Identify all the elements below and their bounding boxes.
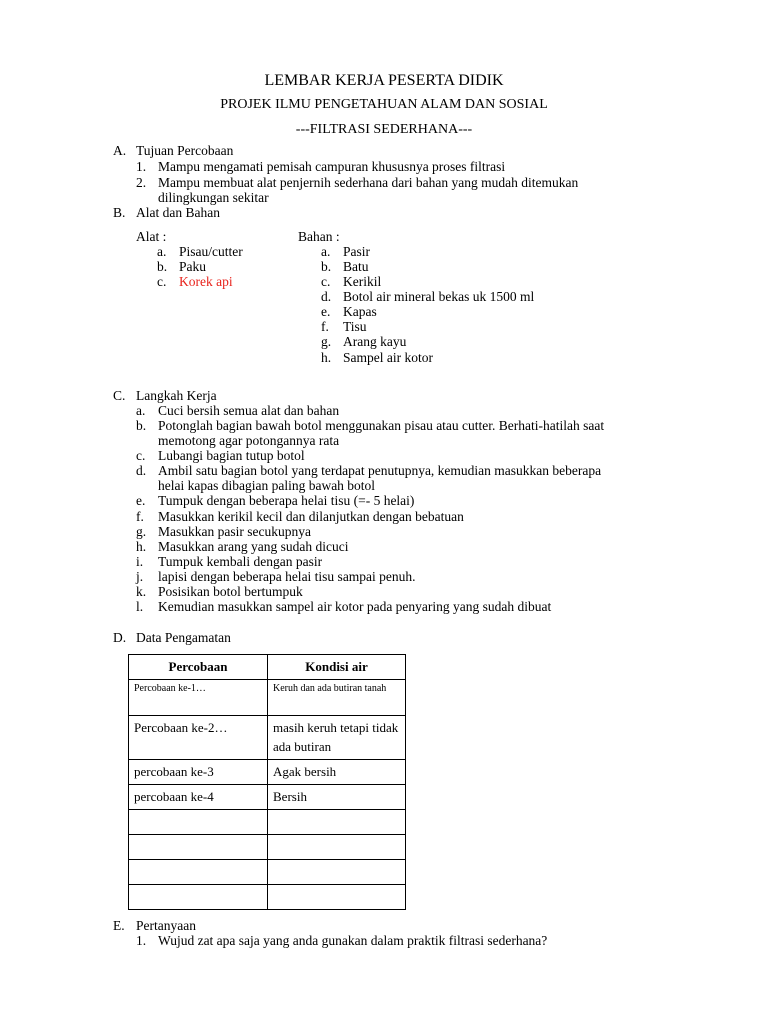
list-item-continuation: dilingkungan sekitar xyxy=(158,190,269,205)
table-cell xyxy=(268,885,406,910)
list-item: h. Masukkan arang yang sudah dicuci xyxy=(136,539,349,554)
list-item-continuation: helai kapas dibagian paling bawah botol xyxy=(158,478,376,493)
list-item-continuation: memotong agar potongannya rata xyxy=(158,433,340,448)
table-row xyxy=(129,810,406,835)
table-cell: Keruh dan ada butiran tanah xyxy=(268,680,406,716)
table-cell: Agak bersih xyxy=(268,760,406,785)
list-item: b. Paku xyxy=(157,259,206,274)
table-cell xyxy=(129,885,268,910)
list-item: j. lapisi dengan beberapa helai tisu sampai penuh. xyxy=(136,569,416,584)
table-cell: Percobaan ke-1… xyxy=(129,680,268,716)
table-header-row xyxy=(129,655,406,680)
list-item: 2. Mampu membuat alat penjernih sederhana dari bahan yang mudah ditemukan xyxy=(136,175,579,190)
list-item: a. Pisau/cutter xyxy=(157,244,243,259)
document-title: LEMBAR KERJA PESERTA DIDIK xyxy=(264,72,504,89)
table-row xyxy=(129,885,406,910)
list-item: f. Masukkan kerikil kecil dan dilanjutkan dengan bebatuan xyxy=(136,509,464,524)
table-cell xyxy=(268,860,406,885)
observation-table xyxy=(128,654,406,910)
table-cell: Bersih xyxy=(268,785,406,810)
list-item: b. Batu xyxy=(321,259,369,274)
column-header: Percobaan xyxy=(129,655,268,680)
list-item: e. Tumpuk dengan beberapa helai tisu (=- 5 helai) xyxy=(136,493,415,508)
table-row xyxy=(129,760,406,785)
list-item: a. Cuci bersih semua alat dan bahan xyxy=(136,403,340,418)
table-cell xyxy=(129,810,268,835)
section-a-heading: A. Tujuan Percobaan xyxy=(113,143,234,158)
table-cell: masih keruh tetapi tidak ada butiran xyxy=(268,716,406,760)
alat-label: Alat : xyxy=(136,229,167,244)
list-item: c. Korek api xyxy=(157,274,233,289)
highlighted-text: Korek api xyxy=(179,274,233,289)
list-item: a. Pasir xyxy=(321,244,370,259)
table-cell: Percobaan ke-2… xyxy=(129,716,268,760)
table-cell xyxy=(129,860,268,885)
list-item: f. Tisu xyxy=(321,319,367,334)
list-item: k. Posisikan botol bertumpuk xyxy=(136,584,303,599)
list-item: d. Ambil satu bagian botol yang terdapat penutupnya, kemudian masukkan beberapa xyxy=(136,463,602,478)
table-cell xyxy=(268,810,406,835)
section-b-heading: B. Alat dan Bahan xyxy=(113,205,220,220)
list-item: h. Sampel air kotor xyxy=(321,350,433,365)
table-row xyxy=(129,860,406,885)
column-header: Kondisi air xyxy=(268,655,406,680)
table-row xyxy=(129,785,406,810)
list-item: 1. Wujud zat apa saja yang anda gunakan dalam praktik filtrasi sederhana? xyxy=(136,933,548,948)
table-cell: percobaan ke-3 xyxy=(129,760,268,785)
section-e-heading: E. Pertanyaan xyxy=(113,918,196,933)
list-item: l. Kemudian masukkan sampel air kotor pada penyaring yang sudah dibuat xyxy=(136,599,552,614)
bahan-label: Bahan : xyxy=(298,229,340,244)
list-item: g. Masukkan pasir secukupnya xyxy=(136,524,311,539)
table-row xyxy=(129,716,406,760)
section-d-heading: D. Data Pengamatan xyxy=(113,630,231,645)
section-c-heading: C. Langkah Kerja xyxy=(113,388,217,403)
list-item: d. Botol air mineral bekas uk 1500 ml xyxy=(321,289,535,304)
list-item: i. Tumpuk kembali dengan pasir xyxy=(136,554,323,569)
list-item: c. Lubangi bagian tutup botol xyxy=(136,448,305,463)
list-item: e. Kapas xyxy=(321,304,377,319)
list-item: 1. Mampu mengamati pemisah campuran khususnya proses filtrasi xyxy=(136,159,506,174)
table-cell xyxy=(129,835,268,860)
table-row xyxy=(129,680,406,716)
document-subtitle: PROJEK ILMU PENGETAHUAN ALAM DAN SOSIAL xyxy=(220,97,548,112)
list-item: g. Arang kayu xyxy=(321,334,407,349)
document-topic: ---FILTRASI SEDERHANA--- xyxy=(295,122,473,137)
list-item: b. Potonglah bagian bawah botol menggunakan pisau atau cutter. Berhati-hatilah saat xyxy=(136,418,605,433)
list-item: c. Kerikil xyxy=(321,274,382,289)
table-cell xyxy=(268,835,406,860)
table-cell: percobaan ke-4 xyxy=(129,785,268,810)
table-row xyxy=(129,835,406,860)
